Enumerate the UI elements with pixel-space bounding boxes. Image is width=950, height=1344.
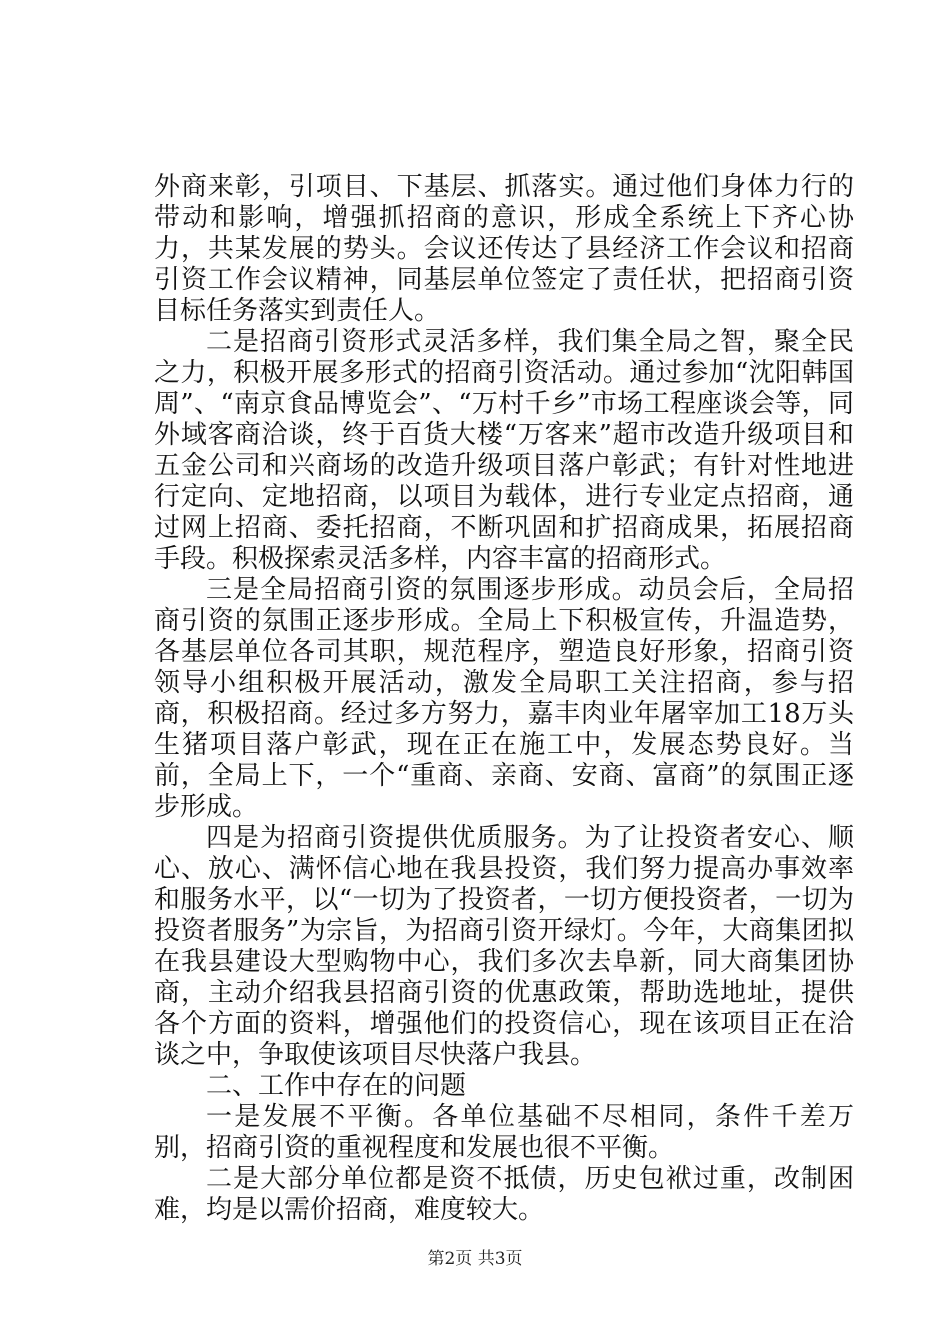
paragraph-1: 外商来彰，引项目、下基层、抓落实。通过他们身体力行的带动和影响，增强抓招商的意识，形成全系统上下齐心协力，共某发展的势头。会议还传达了县经济工作会议和招商引资工作会议精神，同基层单位签定了责任状，把招商引资目标任务落实到责任人。 (154, 172, 854, 326)
paragraph-2: 二是招商引资形式灵活多样，我们集全局之智，聚全民之力，积极开展多形式的招商引资活动。通过参加“沈阳韩国周”、“南京食品博览会”、“万村千乡”市场工程座谈会等，同外域客商洽谈，终于百货大楼“万客来”超市改造升级项目和五金公司和兴商场的改造升级项目落户彰武；有针对性地进行定向、定地招商，以项目为载体，进行专业定点招商，通过网上招商、委托招商，不断巩固和扩招商成果，拓展招商手段。积极探索灵活多样，内容丰富的招商形式。 (154, 327, 854, 574)
paragraph-4: 四是为招商引资提供优质服务。为了让投资者安心、顺心、放心、满怀信心地在我县投资，我们努力提高办事效率和服务水平，以“一切为了投资者，一切方便投资者，一切为投资者服务”为宗旨，为招商引资开绿灯。今年，大商集团拟在我县建设大型购物中心，我们多次去阜新，同大商集团协商，主动介绍我县招商引资的优惠政策，帮助选地址，提供各个方面的资料，增强他们的投资信心，现在该项目正在洽谈之中，争取使该项目尽快落户我县。 (154, 823, 854, 1070)
section-heading-problems: 二、工作中存在的问题 (206, 1071, 467, 1101)
page-footer: 第2页 共3页 (427, 1249, 523, 1269)
paragraph-5: 一是发展不平衡。各单位基础不尽相同，条件千差万别，招商引资的重视程度和发展也很不平衡。 (154, 1102, 854, 1163)
document-body (154, 172, 854, 1226)
paragraph-3: 三是全局招商引资的氛围逐步形成。动员会后，全局招商引资的氛围正逐步形成。全局上下积极宣传，升温造势，各基层单位各司其职，规范程序，塑造良好形象，招商引资领导小组积极开展活动，激发全局职工关注招商，参与招商，积极招商。经过多方努力，嘉丰肉业年屠宰加工18万头生猪项目落户彰武，现在正在施工中，发展态势良好。当前，全局上下，一个“重商、亲商、安商、富商”的氛围正逐步形成。 (154, 575, 854, 822)
paragraph-6: 二是大部分单位都是资不抵债，历史包袱过重，改制困难，均是以需价招商，难度较大。 (154, 1164, 854, 1225)
